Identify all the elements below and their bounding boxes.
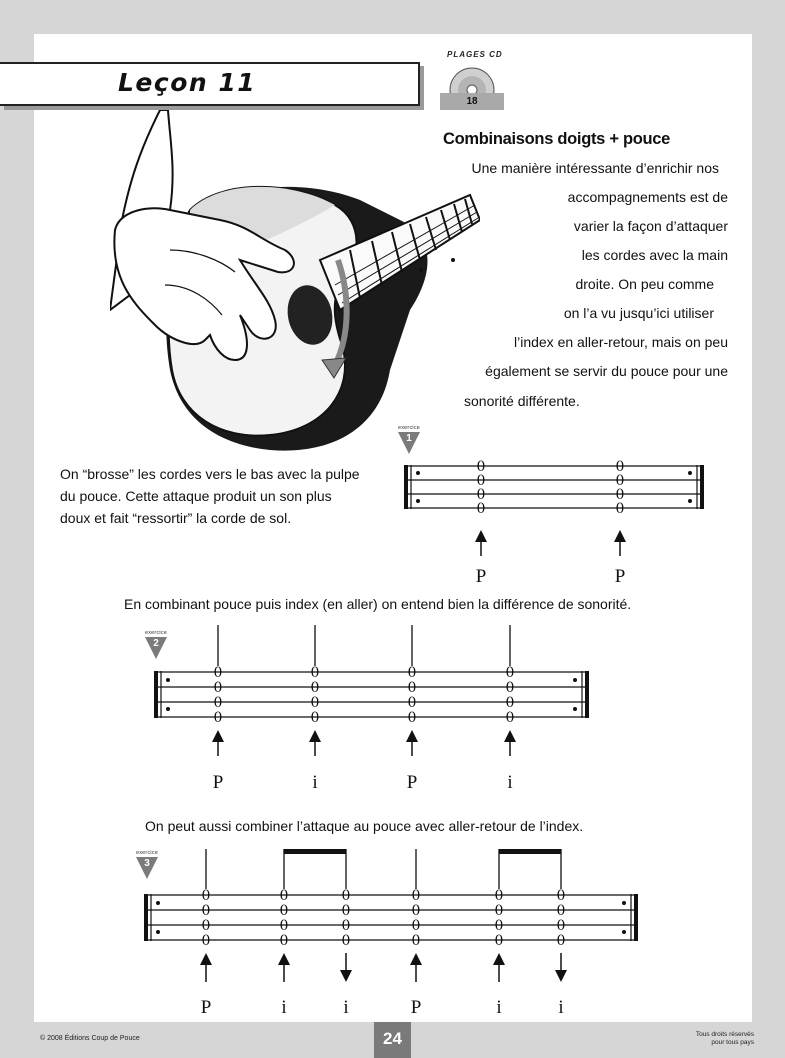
repeat-dot <box>166 678 170 682</box>
repeat-dot <box>416 471 420 475</box>
stroke-label: P <box>614 566 626 585</box>
repeat-bar-left <box>144 894 148 941</box>
stroke-column <box>212 625 224 793</box>
intro-line: également se servir du pouce pour une <box>485 363 728 379</box>
fret-number: 0 <box>213 665 223 681</box>
beam <box>284 849 346 854</box>
fret-number: 0 <box>411 903 421 919</box>
fret-number: 0 <box>310 680 320 696</box>
exercise-word: exercice <box>397 425 421 431</box>
exercise-1-text <box>60 463 360 529</box>
fret-number: 0 <box>213 710 223 726</box>
stroke-label: i <box>281 997 287 1018</box>
copyright-text: © 2008 Éditions Coup de Pouce <box>40 1035 140 1042</box>
exercise-word: exercice <box>135 850 159 856</box>
repeat-bar-left <box>154 671 158 718</box>
stroke-label: P <box>410 997 422 1018</box>
repeat-dot <box>688 471 692 475</box>
intro-line: l’index en aller-retour, mais on peu <box>513 334 728 350</box>
rights-line: Tous droits réservés <box>695 1031 754 1038</box>
stroke-column <box>309 625 321 793</box>
intro-line: accompagnements est de <box>567 189 728 205</box>
fret-number: 0 <box>279 903 289 919</box>
stroke-label: P <box>212 772 224 793</box>
fret-number: 0 <box>407 665 417 681</box>
repeat-dot <box>573 707 577 711</box>
fret-number: 0 <box>476 501 486 517</box>
up-arrow-icon <box>406 730 418 742</box>
repeat-dot <box>573 678 577 682</box>
text-line: doux et fait “ressortir” la corde de sol. <box>60 510 292 526</box>
stroke-column <box>278 849 290 1018</box>
up-arrow-icon <box>475 530 487 542</box>
fret-number: 0 <box>556 933 566 949</box>
up-arrow-icon <box>504 730 516 742</box>
intro-line: varier la façon d’attaquer <box>573 218 728 234</box>
text-line: On “brosse” les cordes vers le bas avec la pulpe <box>60 466 360 482</box>
fret-number: 0 <box>279 888 289 904</box>
stroke-label: P <box>406 772 418 793</box>
fret-number: 0 <box>505 695 515 711</box>
fret-number: 0 <box>411 888 421 904</box>
up-arrow-icon <box>493 953 505 965</box>
section-title: Combinaisons doigts + pouce <box>443 130 671 148</box>
fret-number: 0 <box>201 918 211 934</box>
fret-number: 0 <box>476 459 486 475</box>
intro-line: sonorité différente. <box>464 393 580 409</box>
fret-number: 0 <box>213 695 223 711</box>
fret-number: 0 <box>615 501 625 517</box>
fret-number: 0 <box>556 888 566 904</box>
stroke-column <box>200 849 212 1018</box>
stroke-column <box>410 849 422 1018</box>
stroke-label: i <box>496 997 502 1018</box>
fret-number: 0 <box>505 710 515 726</box>
fret-number: 0 <box>407 680 417 696</box>
exercise-3-caption: On peut aussi combiner l’attaque au pouce avec aller-retour de l’index. <box>145 818 584 834</box>
up-arrow-icon <box>614 530 626 542</box>
stroke-column <box>493 849 505 1018</box>
down-arrow-icon <box>340 970 352 982</box>
fret-number: 0 <box>505 665 515 681</box>
fret-number: 0 <box>279 918 289 934</box>
stroke-label: i <box>343 997 349 1018</box>
stroke-column <box>340 849 352 1018</box>
stroke-column <box>555 849 567 1018</box>
exercise-1-marker <box>396 425 422 455</box>
fret-number: 0 <box>341 888 351 904</box>
exercise-3-tab <box>138 845 648 1020</box>
fret-number: 0 <box>494 888 504 904</box>
exercise-number: 2 <box>153 638 159 649</box>
repeat-bar-left <box>404 465 408 509</box>
fret-number: 0 <box>476 487 486 503</box>
exercise-2-caption: En combinant pouce puis index (en aller) on entend bien la différence de sonorité. <box>124 596 632 612</box>
fret-number: 0 <box>411 918 421 934</box>
repeat-bar-right <box>700 465 704 509</box>
repeat-dot <box>622 901 626 905</box>
intro-line: Une manière intéressante d’enrichir nos <box>471 160 719 176</box>
stroke-label: P <box>200 997 212 1018</box>
fret-number: 0 <box>310 665 320 681</box>
stroke-label: P <box>475 566 487 585</box>
fret-number: 0 <box>279 933 289 949</box>
fret-number: 0 <box>310 710 320 726</box>
cd-track-number: 18 <box>440 93 504 110</box>
lesson-title: Leçon 11 <box>118 68 257 97</box>
fret-number: 0 <box>201 888 211 904</box>
exercise-2-tab <box>148 625 598 795</box>
repeat-dot <box>166 707 170 711</box>
stroke-column <box>475 459 487 585</box>
fret-number: 0 <box>494 903 504 919</box>
repeat-dot <box>416 499 420 503</box>
text-line: du pouce. Cette attaque produit un son plus <box>60 488 332 504</box>
fret-number: 0 <box>615 473 625 489</box>
fret-number: 0 <box>310 695 320 711</box>
fret-number: 0 <box>407 710 417 726</box>
stroke-label: i <box>558 997 564 1018</box>
beam <box>499 849 561 854</box>
fret-number: 0 <box>615 459 625 475</box>
rights-text <box>684 1031 754 1047</box>
fret-number: 0 <box>505 680 515 696</box>
fret-number: 0 <box>341 918 351 934</box>
up-arrow-icon <box>278 953 290 965</box>
intro-line: les cordes avec la main <box>581 247 728 263</box>
fret-number: 0 <box>494 933 504 949</box>
up-arrow-icon <box>200 953 212 965</box>
fret-number: 0 <box>494 918 504 934</box>
fret-number: 0 <box>201 933 211 949</box>
intro-line: on l’a vu jusqu’ici utiliser <box>563 305 714 321</box>
up-arrow-icon <box>212 730 224 742</box>
up-arrow-icon <box>410 953 422 965</box>
up-arrow-icon <box>309 730 321 742</box>
ukulele-hand-illustration <box>110 110 480 462</box>
stroke-column <box>504 625 516 793</box>
repeat-dot <box>156 930 160 934</box>
repeat-dot <box>688 499 692 503</box>
page-number: 24 <box>374 1022 411 1058</box>
exercise-number: 3 <box>144 858 150 869</box>
intro-line: droite. On peu comme <box>575 276 714 292</box>
tab-staff-lines <box>406 466 703 508</box>
stroke-column <box>614 459 626 585</box>
down-arrow-icon <box>555 970 567 982</box>
fret-number: 0 <box>411 933 421 949</box>
stroke-label: i <box>507 772 513 793</box>
exercise-1-tab <box>398 455 714 585</box>
repeat-dot <box>622 930 626 934</box>
cd-label: PLAGES CD <box>447 50 503 59</box>
fret-number: 0 <box>556 918 566 934</box>
fret-number: 0 <box>407 695 417 711</box>
fret-number: 0 <box>556 903 566 919</box>
repeat-dot <box>156 901 160 905</box>
exercise-number: 1 <box>406 433 412 444</box>
fret-number: 0 <box>201 903 211 919</box>
fret-number: 0 <box>341 903 351 919</box>
exercise-word: exercice <box>144 630 168 636</box>
repeat-bar-right <box>634 894 638 941</box>
stroke-label: i <box>312 772 318 793</box>
fret-number: 0 <box>213 680 223 696</box>
fret-number: 0 <box>615 487 625 503</box>
fret-number: 0 <box>476 473 486 489</box>
stroke-column <box>406 625 418 793</box>
repeat-bar-right <box>585 671 589 718</box>
fret-number: 0 <box>341 933 351 949</box>
rights-line: pour tous pays <box>711 1039 754 1046</box>
